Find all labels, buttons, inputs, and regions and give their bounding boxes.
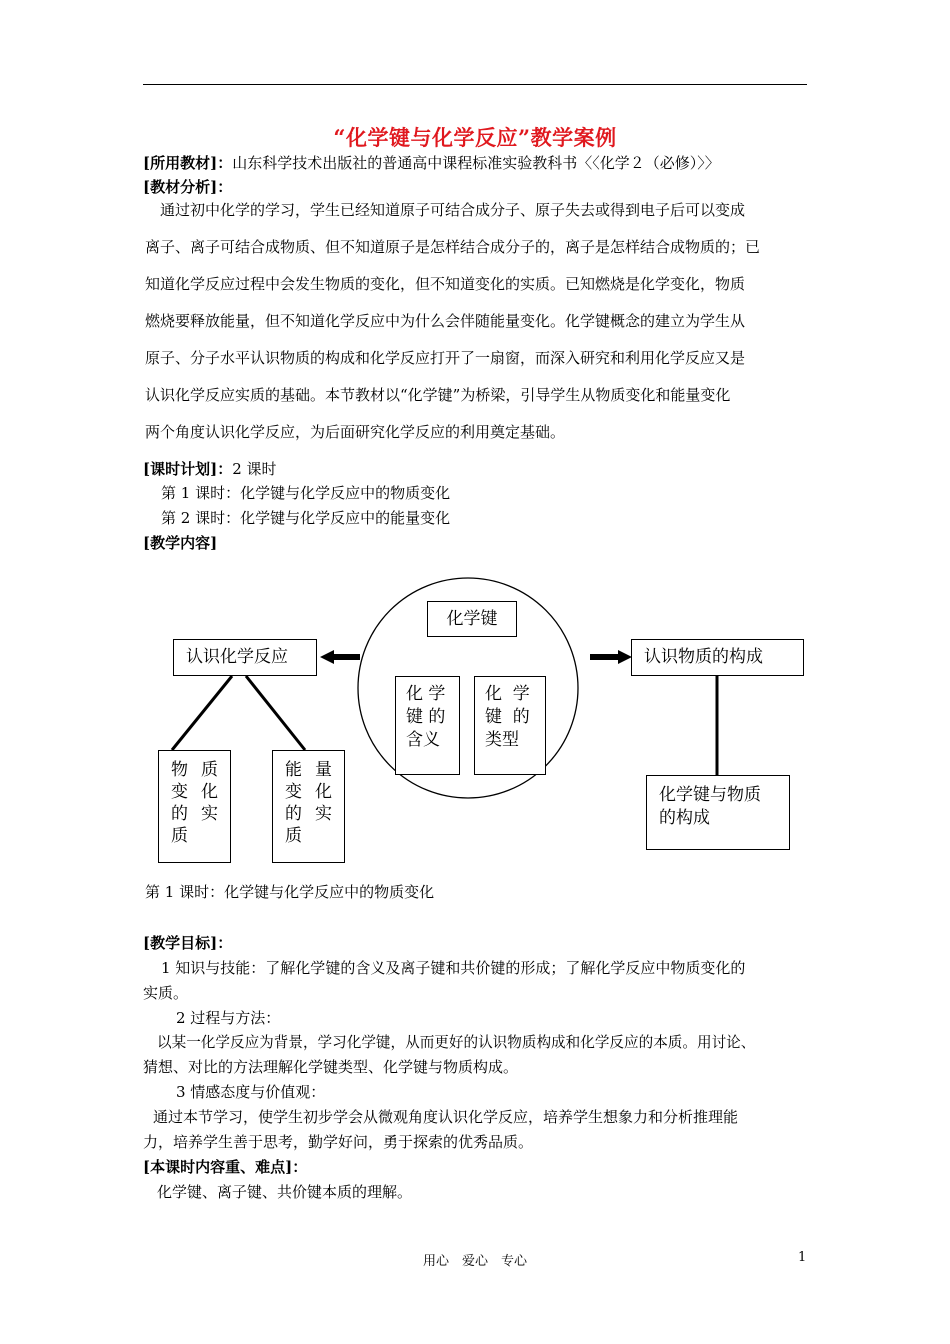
sub-char: 物	[171, 760, 188, 780]
branch-line-left	[172, 676, 232, 750]
page-number: 1	[798, 1250, 807, 1265]
inner-box-meaning	[395, 676, 460, 775]
left-arrow	[320, 650, 360, 664]
center-circle	[358, 578, 578, 798]
goals-label: [教学目标]：	[143, 934, 233, 952]
sub-line: 的构成	[659, 808, 710, 828]
lesson1-line: 第 1 课时：化学键与化学反应中的物质变化	[161, 484, 451, 502]
sub-char: 能	[285, 760, 302, 780]
sub-box-energy	[272, 750, 345, 863]
goal1-line2: 实质。	[143, 984, 189, 1002]
sub-char: 的	[285, 804, 302, 824]
analysis-label: [教材分析]：	[143, 178, 233, 196]
sub-char: 化	[201, 782, 218, 802]
content-label: [教学内容]	[143, 534, 218, 552]
goal2-line2: 猜想、对比的方法理解化学键类型、化学键与物质构成。	[143, 1058, 519, 1076]
sub-char: 质	[171, 826, 188, 846]
left-box: 认识化学反应	[173, 639, 317, 676]
sub-char: 质	[285, 826, 302, 846]
footer-center: 用心 爱心 专心	[422, 1254, 527, 1269]
sub-char: 变	[285, 782, 302, 802]
textbook-value: 山东科学技术出版社的普通高中课程标准实验教科书〈〈化学２（必修）〉〉	[232, 154, 720, 172]
analysis-paragraph	[145, 192, 809, 451]
goal2-line1: 以某一化学反应为背景，学习化学键，从而更好的认识物质构成和化学反应的本质。用讨论、	[157, 1034, 756, 1051]
sub-char: 实	[315, 804, 332, 824]
schedule-value: 2 课时	[232, 460, 277, 478]
textbook-line	[143, 153, 720, 173]
lesson2-line: 第 2 课时：化学键与化学反应中的能量变化	[161, 509, 451, 527]
analysis-line: 认识化学反应实质的基础。本节教材以“化学键”为桥梁，引导学生从物质变化和能量变化	[145, 386, 731, 404]
sub-char: 量	[315, 760, 332, 780]
sub-char: 质	[201, 760, 218, 780]
goal3-line2: 力，培养学生善于思考，勤学好问，勇于探索的优秀品质。	[143, 1133, 534, 1151]
schedule-label: [课时计划]：	[143, 460, 233, 478]
right-box: 认识物质的构成	[631, 639, 804, 676]
header-rule	[143, 84, 807, 85]
sub-char: 化	[315, 782, 332, 802]
sub-line: 化学键与物质	[659, 785, 761, 805]
inner-line: 键 的	[485, 707, 530, 727]
inner-line: 化 学	[406, 684, 446, 704]
keypoints-value: 化学键、离子键、共价键本质的理解。	[157, 1183, 413, 1201]
sub-box-structure	[646, 775, 790, 850]
inner-box-types	[474, 676, 546, 775]
schedule-line	[143, 459, 277, 479]
inner-line: 键 的	[406, 707, 446, 727]
analysis-line: 知道化学反应过程中会发生物质的变化，但不知道变化的实质。已知燃烧是化学变化，物质	[145, 275, 746, 293]
center-box: 化学键	[427, 601, 517, 637]
analysis-line: 原子、分子水平认识物质的构成和化学反应打开了一扇窗，而深入研究和利用化学反应又是	[145, 349, 746, 367]
analysis-line: 通过初中化学的学习，学生已经知道原子可结合成分子、原子失去或得到电子后可以变成	[160, 201, 746, 219]
goal3-title: 3 情感态度与价值观：	[176, 1083, 326, 1101]
right-arrow	[590, 650, 632, 664]
sub-box-material	[158, 750, 231, 863]
goal3-line1: 通过本节学习，使学生初步学会从微观角度认识化学反应，培养学生想象力和分析推理能	[153, 1108, 739, 1126]
goal2-title: 2 过程与方法：	[176, 1009, 281, 1027]
inner-line: 类型	[485, 730, 519, 750]
sub-char: 的	[171, 804, 188, 824]
analysis-line: 燃烧要释放能量，但不知道化学反应中为什么会伴随能量变化。化学键概念的建立为学生从	[145, 312, 746, 330]
document-title: “化学键与化学反应”教学案例	[333, 125, 617, 150]
goal1-line1: 1 知识与技能：了解化学键的含义及离子键和共价键的形成；了解化学反应中物质变化的	[161, 959, 746, 977]
analysis-line: 两个角度认识化学反应，为后面研究化学反应的利用奠定基础。	[145, 423, 566, 441]
sub-char: 变	[171, 782, 188, 802]
branch-line-mid	[246, 676, 305, 750]
lesson1-heading: 第 1 课时：化学键与化学反应中的物质变化	[145, 883, 435, 901]
analysis-line: 离子、离子可结合成物质、但不知道原子是怎样结合成分子的，离子是怎样结合成物质的；已	[145, 238, 761, 256]
sub-char: 实	[201, 804, 218, 824]
keypoints-label: [本课时内容重、难点]：	[143, 1158, 308, 1176]
textbook-label: [所用教材]：	[143, 154, 233, 172]
inner-line: 化 学	[485, 684, 530, 704]
inner-line: 含义	[406, 730, 440, 750]
